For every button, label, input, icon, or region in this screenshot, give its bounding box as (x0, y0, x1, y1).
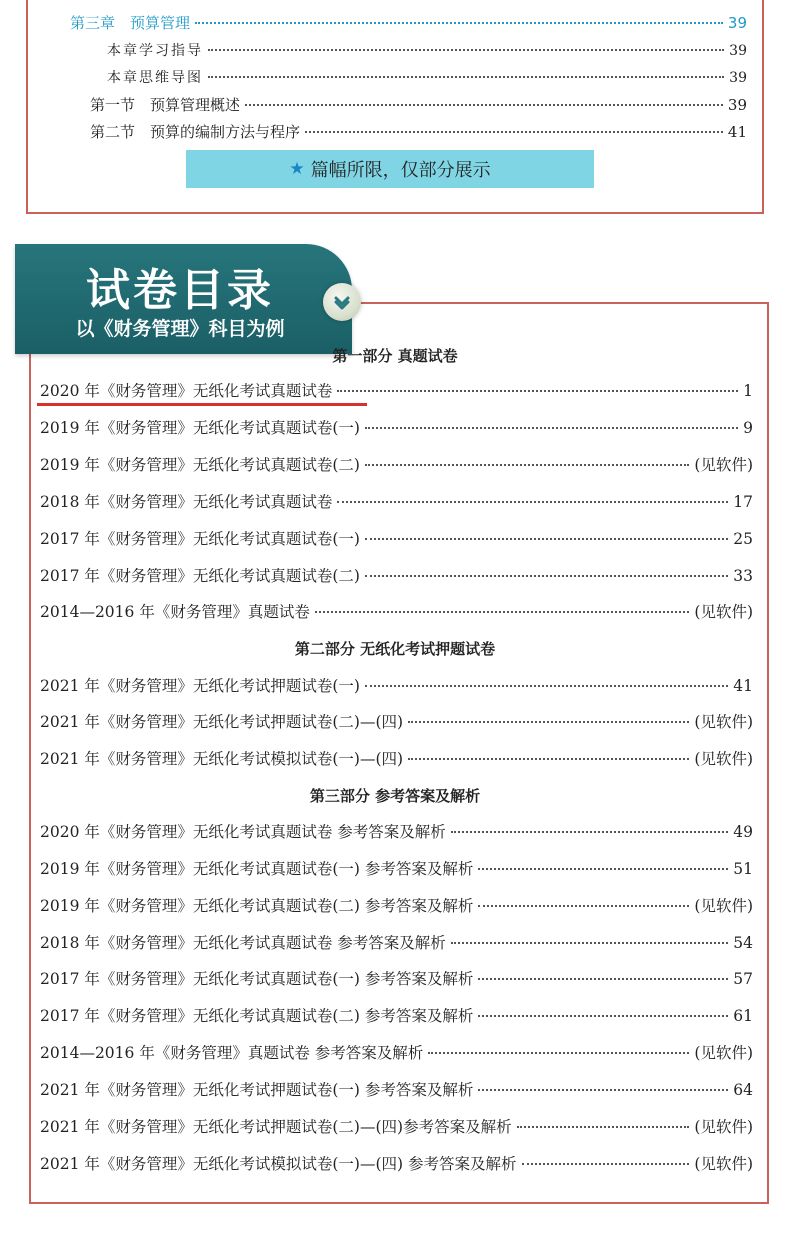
toc-row[interactable] (40, 747, 753, 769)
row-label: 2019 年《财务管理》无纸化考试真题试卷(一) (40, 419, 360, 437)
toc-row[interactable] (40, 1004, 753, 1026)
leader-dots (478, 1015, 728, 1017)
row-page: (见软件) (694, 713, 753, 731)
row-label: 2017 年《财务管理》无纸化考试真题试卷(二) (40, 567, 360, 585)
row-label: 2021 年《财务管理》无纸化考试押题试卷(二)—(四) (40, 713, 404, 731)
chevron-down-icon[interactable] (323, 283, 361, 321)
leader-dots (408, 758, 689, 760)
leader-dots (195, 22, 723, 24)
toc-item-page: 39 (729, 70, 747, 86)
highlight-underline (37, 403, 367, 406)
row-label: 2014—2016 年《财务管理》真题试卷 (40, 603, 310, 621)
toc-item-label: 本章学习指导 (107, 43, 203, 59)
row-label: 2018 年《财务管理》无纸化考试真题试卷 (40, 493, 333, 511)
toc-item-label: 第一节 预算管理概述 (90, 96, 241, 114)
toc-row[interactable] (40, 379, 753, 401)
row-label: 2019 年《财务管理》无纸化考试真题试卷(二) (40, 456, 360, 474)
leader-dots (408, 721, 689, 723)
leader-dots (451, 831, 728, 833)
leader-dots (337, 501, 728, 503)
leader-dots (365, 685, 728, 687)
leader-dots (208, 76, 724, 78)
leader-dots (365, 575, 728, 577)
leader-dots (478, 978, 728, 980)
row-label: 2019 年《财务管理》无纸化考试真题试卷(一) 参考答案及解析 (40, 860, 474, 878)
toc-row[interactable] (40, 564, 753, 586)
toc-chapter-page: 39 (727, 14, 747, 32)
toc-item-page: 39 (729, 43, 747, 59)
row-page: 33 (733, 567, 753, 585)
toc-row[interactable] (40, 931, 753, 953)
row-label: 2020 年《财务管理》无纸化考试真题试卷 参考答案及解析 (40, 823, 446, 841)
leader-dots (365, 427, 738, 429)
row-page: (见软件) (694, 897, 753, 915)
toc-item-row[interactable] (107, 67, 747, 87)
toc-item-label: 第二节 预算的编制方法与程序 (90, 123, 301, 141)
part2-title: 第二部分 无纸化考试押题试卷 (294, 640, 496, 658)
leader-dots (522, 1163, 690, 1165)
row-label: 2018 年《财务管理》无纸化考试真题试卷 参考答案及解析 (40, 934, 446, 952)
toc-row[interactable] (40, 857, 753, 879)
toc-item-label: 本章思维导图 (107, 70, 203, 86)
toc-item-page: 41 (727, 123, 747, 141)
row-page: 64 (733, 1081, 753, 1099)
toc-row[interactable] (40, 453, 753, 475)
leader-dots (305, 131, 723, 133)
row-label: 2017 年《财务管理》无纸化考试真题试卷(二) 参考答案及解析 (40, 1007, 474, 1025)
row-page: 61 (733, 1007, 753, 1025)
row-label: 2014—2016 年《财务管理》真题试卷 参考答案及解析 (40, 1044, 424, 1062)
leader-dots (478, 905, 689, 907)
toc-row[interactable] (40, 1041, 753, 1063)
toc-item-row[interactable] (107, 40, 747, 60)
leader-dots (428, 1052, 689, 1054)
row-page: 41 (733, 677, 753, 695)
toc-row[interactable] (40, 820, 753, 842)
part3-title: 第三部分 参考答案及解析 (309, 787, 481, 805)
star-icon: ★ (289, 159, 305, 179)
row-label: 2021 年《财务管理》无纸化考试押题试卷(一) (40, 677, 360, 695)
row-page: 57 (733, 970, 753, 988)
toc-row[interactable] (40, 1152, 753, 1174)
toc-row[interactable] (40, 416, 753, 438)
toc-row[interactable] (40, 600, 753, 622)
row-page: (见软件) (694, 603, 753, 621)
notice-text: 篇幅所限，仅部分展示 (310, 160, 491, 181)
leader-dots (208, 49, 724, 51)
row-page: (见软件) (694, 456, 753, 474)
row-page: 9 (743, 419, 753, 437)
banner-subtitle: 以《财务管理》科目为例 (75, 318, 285, 340)
toc-row[interactable] (40, 710, 753, 732)
row-label: 2021 年《财务管理》无纸化考试押题试卷(二)—(四)参考答案及解析 (40, 1118, 512, 1136)
row-page: 17 (733, 493, 753, 511)
leader-dots (337, 390, 738, 392)
part1-title: 第一部分 真题试卷 (332, 347, 458, 365)
toc-row[interactable] (40, 1078, 753, 1100)
row-page: (见软件) (694, 1118, 753, 1136)
leader-dots (315, 611, 690, 613)
toc-row[interactable] (40, 1115, 753, 1137)
row-page: (见软件) (694, 1044, 753, 1062)
row-label: 2021 年《财务管理》无纸化考试押题试卷(一) 参考答案及解析 (40, 1081, 474, 1099)
toc-item-row[interactable] (90, 94, 747, 115)
toc-chapter-label: 第三章 预算管理 (70, 14, 191, 32)
row-page: 25 (733, 530, 753, 548)
row-page: 1 (743, 382, 753, 400)
row-page: 49 (733, 823, 753, 841)
row-page: (见软件) (694, 1155, 753, 1173)
toc-row[interactable] (40, 674, 753, 696)
toc-row[interactable] (40, 967, 753, 989)
toc-row[interactable] (40, 527, 753, 549)
leader-dots (517, 1126, 690, 1128)
row-page: (见软件) (694, 750, 753, 768)
leader-dots (451, 942, 728, 944)
leader-dots (478, 868, 728, 870)
toc-item-page: 39 (727, 96, 747, 114)
toc-row[interactable] (40, 894, 753, 916)
toc-row[interactable] (40, 490, 753, 512)
toc-item-row[interactable] (90, 121, 747, 142)
section-banner (15, 244, 352, 354)
row-label: 2017 年《财务管理》无纸化考试真题试卷(一) 参考答案及解析 (40, 970, 474, 988)
row-label: 2017 年《财务管理》无纸化考试真题试卷(一) (40, 530, 360, 548)
toc-chapter-row[interactable] (70, 12, 747, 33)
leader-dots (365, 538, 728, 540)
row-label: 2019 年《财务管理》无纸化考试真题试卷(二) 参考答案及解析 (40, 897, 474, 915)
row-page: 51 (733, 860, 753, 878)
leader-dots (478, 1089, 728, 1091)
leader-dots (245, 104, 723, 106)
row-label: 2021 年《财务管理》无纸化考试模拟试卷(一)—(四) 参考答案及解析 (40, 1155, 517, 1173)
row-label: 2020 年《财务管理》无纸化考试真题试卷 (40, 382, 333, 400)
banner-title: 试卷目录 (86, 265, 274, 316)
notice-bar (186, 150, 594, 188)
leader-dots (365, 464, 689, 466)
row-page: 54 (733, 934, 753, 952)
row-label: 2021 年《财务管理》无纸化考试模拟试卷(一)—(四) (40, 750, 404, 768)
